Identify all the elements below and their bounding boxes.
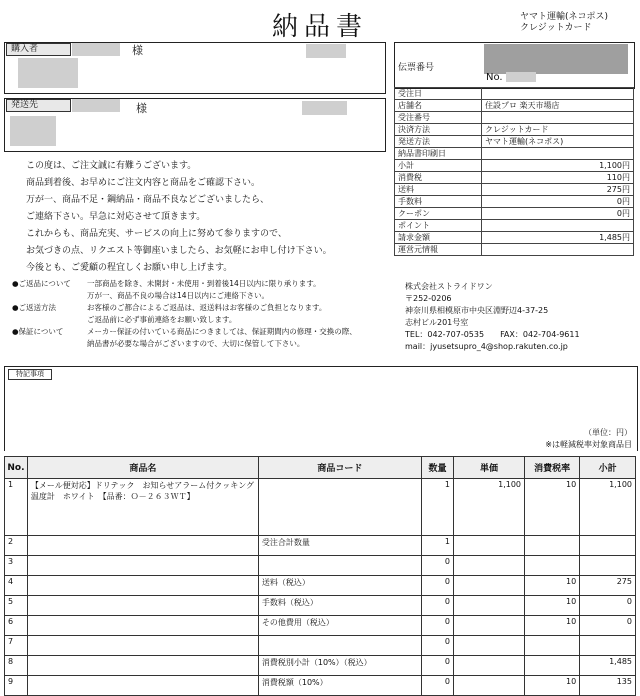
info-value: ヤマト運輸(ネコポス) — [482, 136, 634, 148]
column-header: 商品名 — [27, 457, 258, 479]
table-row — [5, 536, 636, 556]
table-cell: 【メール便対応】ドリテック お知らせアラーム付クッキング温度計 ホワイト 【品番：Ｏ－２６３ＷＴ】 — [27, 479, 258, 536]
table-cell: 275 — [580, 576, 636, 596]
note-row — [12, 302, 357, 326]
table-cell: 0 — [421, 576, 453, 596]
info-row — [395, 100, 634, 112]
destination-id-redacted — [302, 101, 347, 115]
table-cell — [27, 556, 258, 576]
table-cell: 0 — [421, 636, 453, 656]
table-cell: 1,100 — [454, 479, 525, 536]
info-key: 発送方法 — [395, 136, 482, 148]
info-row — [395, 148, 634, 160]
unit-label: （単位：円） — [584, 428, 632, 437]
table-cell: 1,100 — [580, 479, 636, 536]
table-cell — [454, 636, 525, 656]
table-cell: 1 — [5, 479, 28, 536]
slip-no-prefix: No. — [486, 72, 503, 83]
note-label: ●保証について — [12, 327, 64, 336]
table-cell: 5 — [5, 596, 28, 616]
table-row — [5, 616, 636, 636]
table-row — [5, 556, 636, 576]
table-row — [5, 656, 636, 676]
note-row — [12, 326, 357, 350]
buyer-label: 購入者 — [6, 43, 71, 56]
info-key: 店舗名 — [395, 100, 482, 112]
greeting-text: この度は、ご注文誠に有難うございます。 商品到着後、お早めにご注文内容と商品をご確認下さい。 万が一、商品不足・鋼納品・商品不良などございましたら、 ご連絡下さい。早急に対応させて頂きます。 これからも、商品充実、サービスの向上に努めて参りますので、 お気づきの点、リクエスト等御座いましたら、お気軽にお申し付け下さい。 今後とも、ご愛顧の程宜しくお願い申し上げます。 — [26, 161, 332, 273]
info-row — [395, 124, 634, 136]
info-key: 運営元情報 — [395, 244, 482, 256]
info-key: 手数料 — [395, 196, 482, 208]
info-value: 110円 — [482, 172, 634, 184]
table-cell — [27, 656, 258, 676]
table-cell: 0 — [421, 676, 453, 696]
table-cell — [580, 636, 636, 656]
info-value — [482, 88, 634, 100]
table-cell: 受注合計数量 — [258, 536, 421, 556]
info-row — [395, 112, 634, 124]
info-row — [395, 184, 634, 196]
table-cell — [27, 536, 258, 556]
document-title: 納品書 — [271, 12, 368, 42]
table-cell — [27, 596, 258, 616]
info-key: 小計 — [395, 160, 482, 172]
table-cell: 1 — [421, 536, 453, 556]
info-key: 納品書印刷日 — [395, 148, 482, 160]
table-cell: 1,485 — [580, 656, 636, 676]
remarks-box — [4, 366, 638, 451]
table-cell — [454, 656, 525, 676]
note-text: メーカー保証の付いている商品につきましては、保証期間内の修理・交換の際、 納品書が必要な場合がございますので、大切に保管して下さい。 — [87, 327, 357, 348]
info-key: 消費税 — [395, 172, 482, 184]
table-cell — [525, 636, 580, 656]
table-cell: 8 — [5, 656, 28, 676]
table-cell: 消費税額（10%） — [258, 676, 421, 696]
note-row — [12, 278, 357, 302]
barcode-redacted — [484, 44, 628, 74]
info-key: 請求金額 — [395, 232, 482, 244]
slip-no-redacted — [506, 72, 536, 82]
destination-name-redacted — [72, 99, 120, 112]
notes-block — [12, 278, 357, 350]
table-cell — [454, 596, 525, 616]
info-value — [482, 220, 634, 232]
table-cell: 2 — [5, 536, 28, 556]
info-key: 受注番号 — [395, 112, 482, 124]
buyer-detail-redacted — [18, 58, 78, 88]
info-value: 1,100円 — [482, 160, 634, 172]
info-value: 1,485円 — [482, 232, 634, 244]
info-row — [395, 208, 634, 220]
info-value: 0円 — [482, 196, 634, 208]
table-cell: 4 — [5, 576, 28, 596]
info-row — [395, 172, 634, 184]
reduced-tax-note: ※は軽減税率対象商品目 — [545, 440, 632, 449]
table-cell — [525, 536, 580, 556]
table-cell: その他費用（税込） — [258, 616, 421, 636]
table-cell: 0 — [421, 616, 453, 636]
destination-honorific: 様 — [136, 102, 147, 115]
table-cell — [27, 576, 258, 596]
table-cell — [525, 656, 580, 676]
table-cell: 0 — [580, 616, 636, 636]
destination-label: 発送先 — [6, 99, 71, 112]
column-header: 単価 — [454, 457, 525, 479]
table-cell — [27, 616, 258, 636]
table-cell — [27, 636, 258, 656]
column-header: 消費税率 — [525, 457, 580, 479]
table-cell: 送料（税込） — [258, 576, 421, 596]
table-cell: 10 — [525, 596, 580, 616]
column-header: 数量 — [421, 457, 453, 479]
info-value: クレジットカード — [482, 124, 634, 136]
table-cell: 6 — [5, 616, 28, 636]
info-row — [395, 232, 634, 244]
remarks-label: 特記事項 — [8, 369, 52, 380]
order-info-table — [394, 87, 634, 256]
note-text: お客様のご都合によるご返品は、返送料はお客様のご負担となります。 ご返品前に必ず事前連絡をお願い致します。 — [87, 303, 327, 324]
column-header: 小計 — [580, 457, 636, 479]
table-row — [5, 479, 636, 536]
info-value — [482, 148, 634, 160]
info-row — [395, 88, 634, 100]
info-row — [395, 136, 634, 148]
note-label: ●ご返送方法 — [12, 303, 57, 312]
table-row — [5, 596, 636, 616]
info-value: 0円 — [482, 208, 634, 220]
table-cell: 10 — [525, 576, 580, 596]
table-cell: 7 — [5, 636, 28, 656]
table-cell: 10 — [525, 676, 580, 696]
info-row — [395, 196, 634, 208]
buyer-name-redacted — [72, 43, 120, 56]
payment-method-label: クレジットカード — [520, 23, 592, 33]
info-value: 275円 — [482, 184, 634, 196]
buyer-honorific: 様 — [132, 44, 143, 57]
table-cell: 0 — [421, 656, 453, 676]
info-key: 送料 — [395, 184, 482, 196]
table-cell — [580, 536, 636, 556]
table-row — [5, 636, 636, 656]
note-label: ●ご返品について — [12, 279, 71, 288]
destination-detail-redacted — [10, 116, 56, 146]
info-row — [395, 160, 634, 172]
unit-note — [545, 427, 632, 451]
table-cell: 0 — [421, 596, 453, 616]
table-cell: 9 — [5, 676, 28, 696]
table-cell: 135 — [580, 676, 636, 696]
info-row — [395, 220, 634, 232]
info-key: 決済方法 — [395, 124, 482, 136]
table-cell — [454, 616, 525, 636]
shipping-method-top — [520, 12, 608, 34]
info-key: 受注日 — [395, 88, 482, 100]
table-cell: 3 — [5, 556, 28, 576]
info-key: クーポン — [395, 208, 482, 220]
table-cell — [27, 676, 258, 696]
table-cell — [454, 576, 525, 596]
note-text: 一部商品を除き、未開封・未使用・到着後14日以内に限り承ります。 万が一、商品不良の場合は14日以内にご連絡下さい。 — [87, 279, 321, 300]
shop-info: 株式会社ストライドワン 〒252-0206 神奈川県相模原市中央区淵野辺4-37-25 志村ビル201号室 TEL：042-707-0535 FAX：042-704-9611 mail：jyusetsupro_4@shop.rakuten.co.jp — [405, 282, 580, 351]
table-cell — [454, 556, 525, 576]
table-cell: 手数料（税込） — [258, 596, 421, 616]
table-cell: 10 — [525, 479, 580, 536]
table-cell — [258, 556, 421, 576]
table-row — [5, 676, 636, 696]
table-cell: 10 — [525, 616, 580, 636]
table-row — [5, 576, 636, 596]
table-cell: 1 — [421, 479, 453, 536]
table-cell — [454, 536, 525, 556]
info-row — [395, 244, 634, 256]
slip-label: 伝票番号 — [398, 63, 435, 73]
table-cell: 消費税別小計（10%）（税込） — [258, 656, 421, 676]
info-value: 住設プロ 楽天市場店 — [482, 100, 634, 112]
buyer-id-redacted — [306, 44, 346, 58]
items-table — [4, 456, 636, 696]
column-header: 商品コード — [258, 457, 421, 479]
table-cell — [454, 676, 525, 696]
table-cell — [525, 556, 580, 576]
table-cell: 0 — [421, 556, 453, 576]
table-cell: 0 — [580, 596, 636, 616]
table-cell — [580, 556, 636, 576]
column-header: No. — [5, 457, 28, 479]
info-key: ポイント — [395, 220, 482, 232]
info-value — [482, 244, 634, 256]
table-cell — [258, 479, 421, 536]
table-cell — [258, 636, 421, 656]
shipping-method-label: ヤマト運輸(ネコポス) — [520, 12, 609, 22]
info-value — [482, 112, 634, 124]
